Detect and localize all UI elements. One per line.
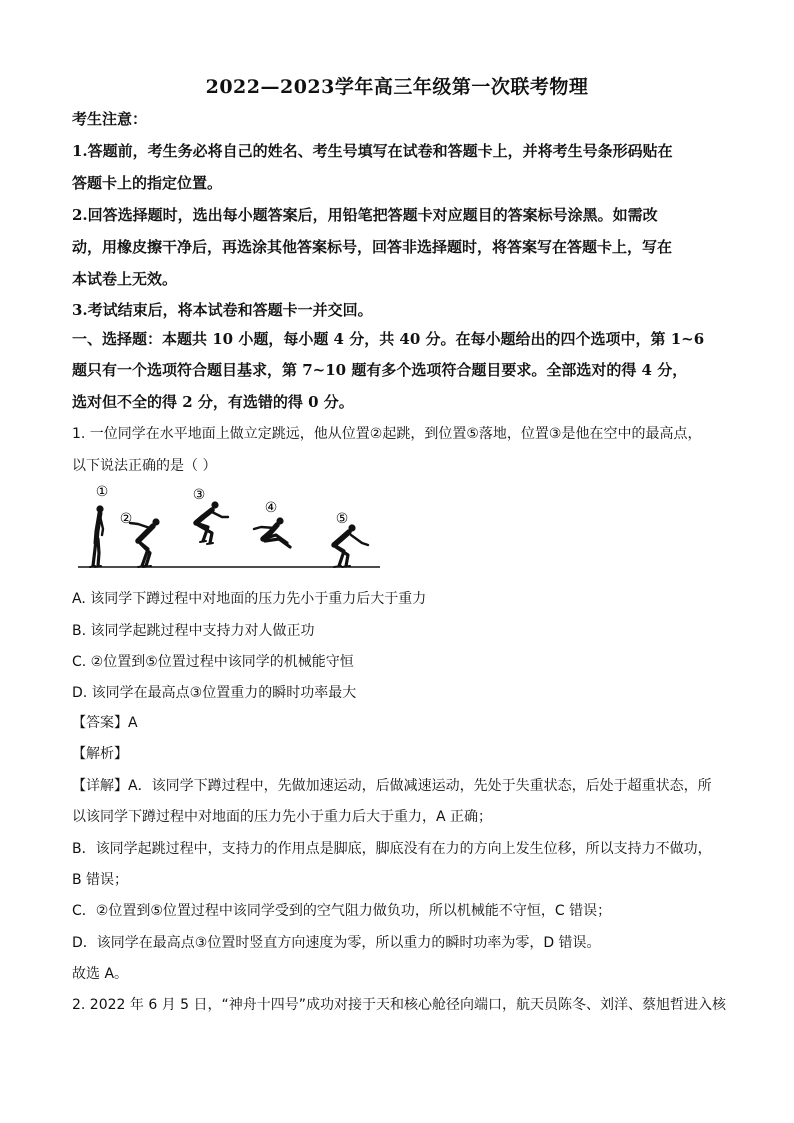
question-2-stem: 2. 2022 年 6 月 5 日，“神舟十四号”成功对接于天和核心舱径向端口，航天员陈冬、刘洋、蔡旭哲进入核 — [72, 997, 727, 1013]
question-1-stem: 以下说法正确的是（ ） — [72, 458, 217, 474]
jumper-position-2 — [130, 518, 160, 567]
option-a: A. 该同学下蹲过程中对地面的压力先小于重力后大于重力 — [72, 591, 427, 607]
position-label-1: ① — [95, 484, 109, 500]
notice-line: 1.答题前，考生务必将自己的姓名、考生号填写在试卷和答题卡上，并将考生号条形码贴在 — [72, 142, 673, 160]
long-jump-figure — [76, 483, 382, 575]
position-label-2: ② — [119, 511, 133, 527]
option-b: B. 该同学起跳过程中支持力对人做正功 — [72, 623, 315, 639]
jumper-position-3 — [196, 501, 228, 544]
notice-heading: 考生注意： — [72, 110, 148, 128]
explanation-line: D．该同学在最高点③位置时竖直方向速度为零，所以重力的瞬时功率为零，D 错误。 — [72, 935, 601, 951]
explanation-line: 以该同学下蹲过程中对地面的压力先小于重力后大于重力，A 正确； — [72, 809, 493, 825]
page-title: 2022—2023学年高三年级第一次联考物理 — [205, 76, 589, 98]
jumper-position-5 — [334, 524, 368, 567]
question-1-stem: 1. 一位同学在水平地面上做立定跳远，他从位置②起跳，到位置⑤落地，位置③是他在空中的最高点， — [72, 426, 702, 442]
option-d: D. 该同学在最高点③位置重力的瞬时功率最大 — [72, 685, 357, 701]
position-label-5: ⑤ — [335, 511, 349, 527]
analysis-heading: 【解析】 — [72, 746, 128, 762]
notice-line: 本试卷上无效。 — [72, 270, 178, 288]
section-instructions: 一、选择题：本题共 10 小题，每小题 4 分，共 40 分。在每小题给出的四个选项中，第 1~6 — [72, 330, 705, 348]
jumper-position-1 — [90, 505, 104, 567]
explanation-line: 故选 A。 — [72, 966, 129, 982]
position-label-4: ④ — [264, 500, 278, 516]
notice-line: 2.回答选择题时，选出每小题答案后，用铅笔把答题卡对应题目的答案标号涂黑。如需改 — [72, 206, 658, 224]
explanation-line: B．该同学起跳过程中，支持力的作用点是脚底，脚底没有在力的方向上发生位移，所以支持力不做功， — [72, 841, 712, 857]
section-instructions: 选对但不全的得 2 分，有选错的得 0 分。 — [72, 393, 354, 411]
explanation-line: C．②位置到⑤位置过程中该同学受到的空气阻力做负功，所以机械能不守恒，C 错误； — [72, 903, 612, 919]
explanation-line: B 错误； — [72, 872, 129, 888]
option-c: C. ②位置到⑤位置过程中该同学的机械能守恒 — [72, 654, 354, 670]
notice-line: 答题卡上的指定位置。 — [72, 174, 223, 192]
jumper-position-4 — [254, 517, 290, 547]
notice-line: 3.考试结束后，将本试卷和答题卡一并交回。 — [72, 301, 373, 319]
explanation-line: 【详解】A．该同学下蹲过程中，先做加速运动，后做减速运动，先处于失重状态，后处于超重状态，所 — [72, 778, 712, 794]
section-instructions: 题只有一个选项符合题目基求，第 7~10 题有多个选项符合题目要求。全部选对的得 4 分， — [72, 361, 688, 379]
notice-line: 动，用橡皮擦干净后，再选涂其他答案标号，回答非选择题时，将答案写在答题卡上，写在 — [72, 238, 673, 256]
position-label-3: ③ — [192, 487, 206, 503]
answer-label: 【答案】A — [72, 715, 138, 731]
